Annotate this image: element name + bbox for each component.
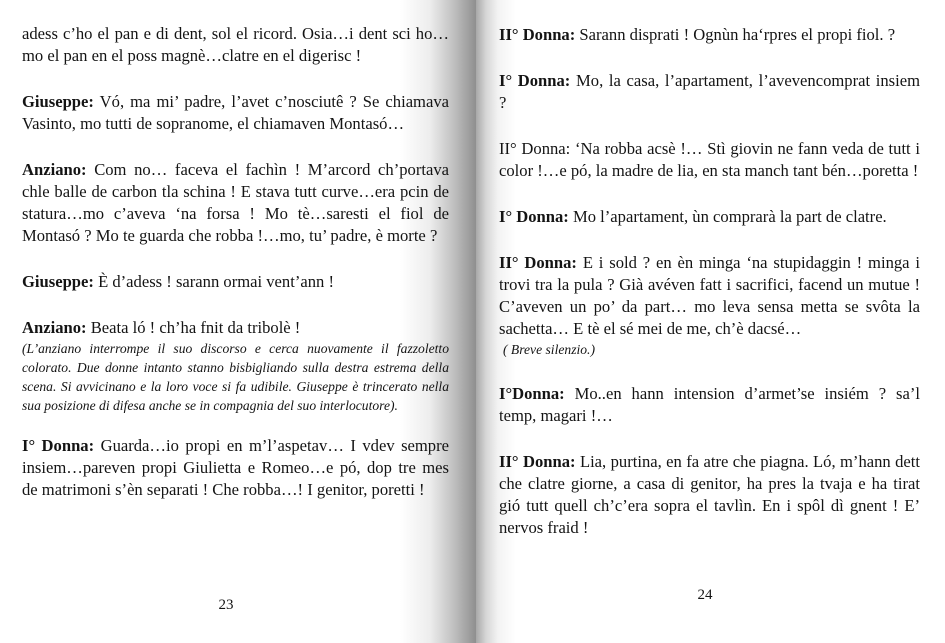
- dialogue-line-seconda-donna: [499, 138, 920, 182]
- dialogue-line-seconda-donna: [499, 451, 920, 539]
- dialogue-text: Mo..en hann intension d’armet’se insiém ? sa’l temp, magari !…: [499, 384, 920, 425]
- speaker-name: II° Donna:: [499, 452, 576, 471]
- stage-direction: ( Breve silenzio.): [503, 342, 595, 357]
- dialogue-line-seconda-donna: [499, 24, 920, 46]
- speaker-name: I° Donna:: [22, 436, 95, 455]
- dialogue-line-prima-donna: [499, 383, 920, 427]
- speaker-name: Giuseppe:: [22, 92, 94, 111]
- right-page: [476, 0, 945, 643]
- left-page-text: [22, 23, 449, 501]
- dialogue-text: Com no… faceva el fachìn ! M’arcord ch’portava chle balle de carbon tla schina ! E stava tutt curve…era pcin de statura…mo c’aveva ‘na forsa ! Mo tè…saresti el fiol de Montasó ? Mo te guarda che robba !…mo, tu’ padre, è morte ?: [22, 160, 449, 245]
- dialogue-text: ‘Na robba acsè !… Stì giovin ne fann veda de tutt i color !…e pó, la madre de lia, en sta manch tant bén…poretta !: [499, 139, 920, 180]
- dialogue-text: Beata ló ! ch’ha fnit da tribolè !: [86, 318, 301, 337]
- continuation-paragraph: [22, 23, 449, 67]
- dialogue-text: È d’adess ! sarann ormai vent’ann !: [93, 272, 334, 291]
- dialogue-line-anziano: [22, 317, 449, 339]
- right-page-text: [499, 24, 920, 539]
- dialogue-text: Mo l’apartament, ùn comprarà la part de clatre.: [568, 207, 887, 226]
- page-number: 24: [697, 587, 713, 603]
- dialogue-line-anziano: [22, 159, 449, 247]
- speaker-name: I° Donna:: [499, 207, 569, 226]
- dialogue-text: E i sold ? en èn minga ‘na stupidaggin ! minga i trovi tra la pula ? Già avéven fatt i sacrifici, facend un mutue ! C’aveven un po’ da part… mo leva sensa metta se svôta la sachetta… E tè el sé mei de me, ch’è dacsé…: [499, 253, 920, 338]
- dialogue-text: Lia, purtina, en fa atre che piagna. Ló, m’hann dett che clatre giorne, a casa di genitor, ha pres la tvaja e ha tirat gió tutt quell ch’c’era sopra el tavlìn. En i spôl dì gnent ! E’ nervos fraid !: [499, 452, 921, 537]
- speaker-name: II° Donna:: [499, 139, 571, 158]
- speaker-name: Anziano:: [22, 160, 87, 179]
- dialogue-line-prima-donna: [499, 206, 920, 228]
- dialogue-text: Sarann disprati ! Ognùn ha‘rpres el propi fiol. ?: [575, 25, 896, 44]
- speaker-name: Anziano:: [22, 318, 87, 337]
- dialogue-text: adess c’ho el pan e di dent, sol el ricord. Osia…i dent sci ho…mo el pan en el poss magnè…clatre en el digerisc !: [22, 24, 449, 65]
- dialogue-line-giuseppe: [22, 91, 449, 135]
- speaker-name: I°Donna:: [499, 384, 565, 403]
- dialogue-line-prima-donna: [499, 70, 920, 114]
- dialogue-line-prima-donna: [22, 435, 449, 501]
- speaker-name: Giuseppe:: [22, 272, 94, 291]
- dialogue-text: Mo, la casa, l’apartament, l’avevencomprat insiem ?: [499, 71, 921, 112]
- page-number: 23: [218, 597, 234, 613]
- dialogue-text: Guarda…io propi en m’l’aspetav… I vdev sempre insiem…pareven propi Giulietta e Romeo…e pó, dop tre mes de matrimoni s’èn separati ! Che robba…! I genitor, poretti !: [22, 436, 449, 499]
- stage-direction: (L’anziano interrompe il suo discorso e cerca nuovamente il fazzoletto colorato. Due donne intanto stanno bisbigliando sulla destra estrema della scena. Si avvicinano e la loro voce si fa udibile. Giuseppe è trincerato nella sua posizione di difesa anche se in compagnia del suo interlocutore).: [22, 341, 449, 413]
- speaker-name: I° Donna:: [499, 71, 571, 90]
- dialogue-text: Vó, ma mi’ padre, l’avet c’nosciutê ? Se chiamava Vasinto, mo tutti de sopranome, el chiamaven Montasó…: [22, 92, 449, 133]
- dialogue-line-giuseppe: [22, 271, 449, 293]
- speaker-name: II° Donna:: [499, 253, 577, 272]
- speaker-name: II° Donna:: [499, 25, 576, 44]
- dialogue-line-seconda-donna: [499, 252, 920, 340]
